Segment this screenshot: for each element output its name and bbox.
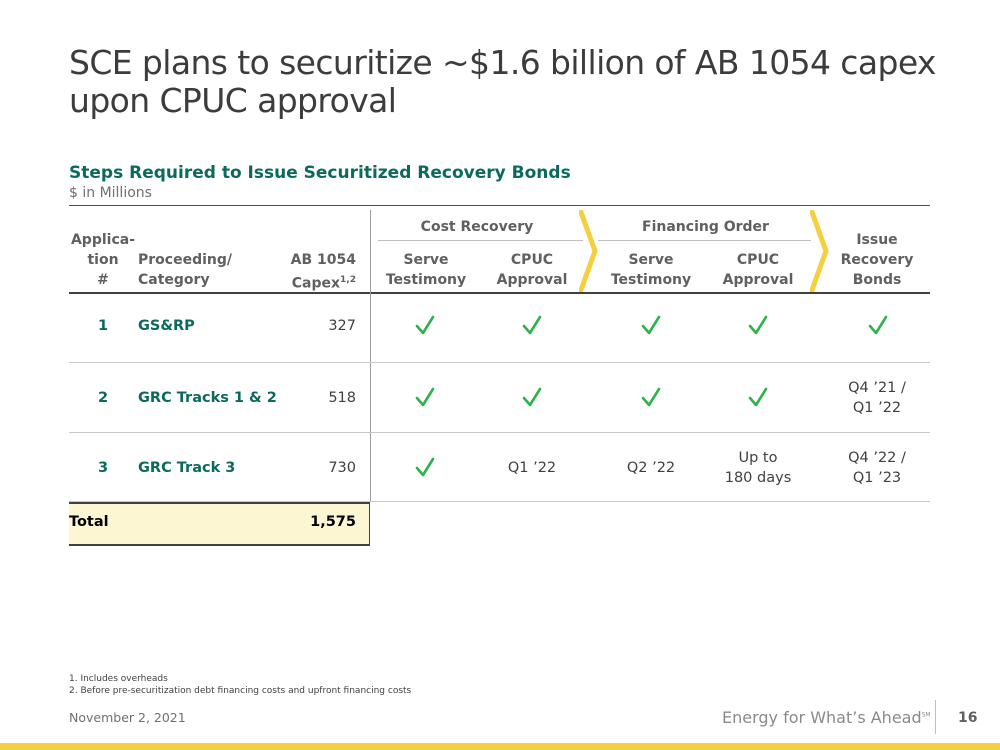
header-fo-serve-testimony: Serve Testimony xyxy=(610,252,692,288)
checkmark-icon xyxy=(522,387,542,407)
header-issue-bonds: Issue Recovery Bonds xyxy=(840,232,914,288)
row-proceeding: GS&RP xyxy=(138,318,195,334)
row-capex: 518 xyxy=(328,390,356,406)
chevron-icon xyxy=(579,210,601,292)
row-number: 3 xyxy=(97,460,109,476)
footnote-1: 1. Includes overheads xyxy=(69,674,168,684)
checkmark-icon xyxy=(641,387,661,407)
group-financing-order: Financing Order xyxy=(642,219,769,235)
header-serve-testimony: Serve Testimony xyxy=(385,252,467,288)
row-capex: 327 xyxy=(328,318,356,334)
column-divider xyxy=(370,210,371,501)
header-cpuc-approval: CPUC Approval xyxy=(496,252,568,288)
row-proceeding: GRC Tracks 1 & 2 xyxy=(138,390,277,406)
table-heading: Steps Required to Issue Securitized Recovery Bonds xyxy=(69,163,571,183)
row-separator xyxy=(69,432,930,433)
row-issue-timing: Q4 ’22 / Q1 ’23 xyxy=(848,450,906,486)
row-capex: 730 xyxy=(328,460,356,476)
footer-date: November 2, 2021 xyxy=(69,710,186,725)
page-title: SCE plans to securitize ~$1.6 billion of AB 1054 capex upon CPUC approval xyxy=(69,43,936,120)
units-label: $ in Millions xyxy=(69,185,152,201)
row-fo-cpuc-timing: Up to 180 days xyxy=(724,450,792,486)
chevron-icon xyxy=(810,210,832,292)
header-fo-cpuc-approval: CPUC Approval xyxy=(722,252,794,288)
header-rule xyxy=(69,292,930,294)
bottom-accent-bar xyxy=(0,743,1000,750)
row-proceeding: GRC Track 3 xyxy=(138,460,236,476)
checkmark-icon xyxy=(415,315,435,335)
heading-rule xyxy=(69,205,930,206)
footnote-2: 2. Before pre-securitization debt financing costs and upfront financing costs xyxy=(69,686,412,696)
checkmark-icon xyxy=(522,315,542,335)
header-capex: AB 1054 Capex$^{1,2}$ xyxy=(290,252,356,292)
row-fo-serve-timing: Q2 ’22 xyxy=(626,460,676,476)
footer-divider xyxy=(935,700,936,734)
group-rule-financing xyxy=(598,240,811,241)
total-label: Total xyxy=(69,514,109,530)
row-separator xyxy=(69,362,930,363)
checkmark-icon xyxy=(748,315,768,335)
row-cpuc-timing: Q1 ’22 xyxy=(507,460,557,476)
checkmark-icon xyxy=(415,457,435,477)
checkmark-icon xyxy=(868,315,888,335)
row-number: 1 xyxy=(97,318,109,334)
group-rule-cost xyxy=(378,240,583,241)
header-application: Applica- tion # xyxy=(70,232,136,288)
row-issue-timing: Q4 ’21 / Q1 ’22 xyxy=(848,380,906,416)
checkmark-icon xyxy=(641,315,661,335)
checkmark-icon xyxy=(415,387,435,407)
brand-tagline: Energy for What’s Ahead℠ xyxy=(722,708,931,727)
group-cost-recovery: Cost Recovery xyxy=(420,219,534,235)
page-number: 16 xyxy=(958,710,978,726)
checkmark-icon xyxy=(748,387,768,407)
total-value: 1,575 xyxy=(310,514,356,530)
row-number: 2 xyxy=(97,390,109,406)
header-proceeding: Proceeding/ Category xyxy=(138,252,232,288)
